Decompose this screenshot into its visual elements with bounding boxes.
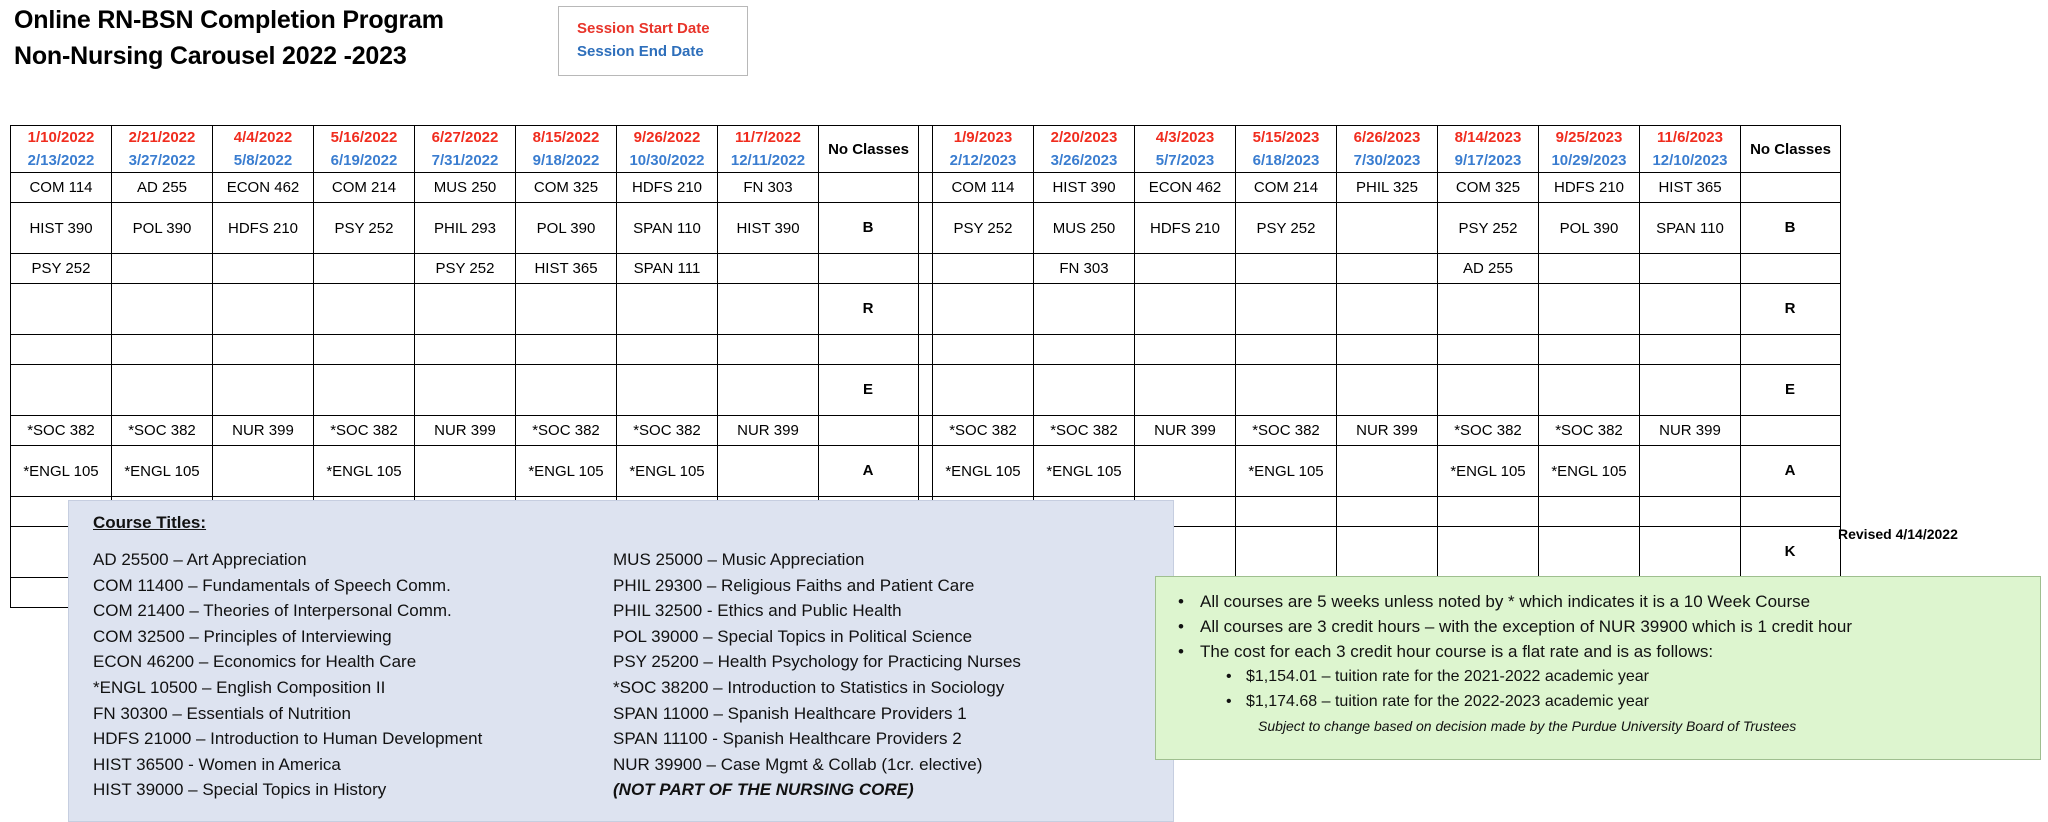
course-cell: PSY 252	[1236, 203, 1337, 254]
column-gap	[919, 254, 933, 284]
session-end-date: 3/26/2023	[1050, 152, 1118, 169]
bullet-icon: •	[1178, 617, 1184, 636]
empty-cell	[1337, 284, 1438, 335]
session-date-header	[1640, 126, 1741, 173]
note-text: All courses are 3 credit hours – with the exception of NUR 39900 which is 1 credit hour	[1200, 617, 1852, 636]
course-title-item: PHIL 32500 - Ethics and Public Health	[613, 601, 902, 621]
session-date-header	[112, 126, 213, 173]
table-row	[11, 203, 1841, 254]
course-cell: HDFS 210	[1539, 173, 1640, 203]
course-cell: HIST 390	[1034, 173, 1135, 203]
course-cell: COM 214	[314, 173, 415, 203]
empty-cell	[213, 335, 314, 365]
break-cell	[819, 335, 919, 365]
course-titles-right-column	[613, 547, 1173, 803]
note-sub-bullet	[1156, 664, 2040, 689]
course-cell: *ENGL 105	[1236, 446, 1337, 497]
session-start-date: 2/20/2023	[1050, 129, 1118, 146]
course-title-item: FN 30300 – Essentials of Nutrition	[93, 703, 351, 723]
course-cell: MUS 250	[1034, 203, 1135, 254]
course-cell: *ENGL 105	[933, 446, 1034, 497]
empty-cell	[1337, 497, 1438, 527]
empty-cell	[314, 254, 415, 284]
session-start-date: 11/6/2023	[1657, 129, 1723, 146]
bullet-icon: •	[1226, 668, 1232, 685]
session-end-date: 5/8/2022	[233, 152, 293, 169]
empty-cell	[1640, 254, 1741, 284]
empty-cell	[1438, 284, 1539, 335]
course-title-item: COM 11400 – Fundamentals of Speech Comm.	[93, 575, 451, 595]
empty-cell	[1640, 527, 1741, 578]
page-header	[14, 2, 634, 74]
session-end-date: 12/10/2023	[1652, 152, 1728, 169]
legend-session-start-label: Session Start Date	[577, 20, 710, 37]
course-title-item: POL 39000 – Special Topics in Political Science	[613, 626, 973, 646]
session-end-date: 9/17/2023	[1454, 152, 1522, 169]
empty-cell	[1236, 284, 1337, 335]
column-gap	[919, 335, 933, 365]
empty-cell	[1135, 284, 1236, 335]
break-letter-cell: A	[1741, 446, 1841, 497]
empty-cell	[1337, 527, 1438, 578]
course-cell: COM 114	[11, 173, 112, 203]
break-cell	[1741, 173, 1841, 203]
session-end-date: 6/19/2022	[330, 152, 398, 169]
course-title-item: COM 32500 – Principles of Interviewing	[93, 626, 392, 646]
note-text: The cost for each 3 credit hour course is a flat rate and is as follows:	[1200, 642, 1714, 661]
course-titles-heading: Course Titles:	[93, 513, 207, 532]
empty-cell	[11, 365, 112, 416]
course-title-item: ECON 46200 – Economics for Health Care	[93, 652, 417, 672]
session-date-header	[314, 126, 415, 173]
course-cell: *SOC 382	[1034, 416, 1135, 446]
course-cell: HIST 365	[1640, 173, 1741, 203]
table-row	[11, 416, 1841, 446]
bullet-icon: •	[1178, 642, 1184, 661]
course-cell: SPAN 111	[617, 254, 718, 284]
session-date-header	[1438, 126, 1539, 173]
session-date-header	[718, 126, 819, 173]
session-end-date: 12/11/2022	[730, 152, 806, 169]
session-end-date: 7/30/2023	[1353, 152, 1421, 169]
empty-cell	[1034, 284, 1135, 335]
empty-cell	[1438, 497, 1539, 527]
empty-cell	[1640, 446, 1741, 497]
course-cell: COM 325	[1438, 173, 1539, 203]
course-cell: COM 114	[933, 173, 1034, 203]
bullet-icon: •	[1178, 592, 1184, 611]
course-title-item: SPAN 11000 – Spanish Healthcare Providers 1	[613, 703, 967, 723]
session-start-date: 4/3/2023	[1155, 129, 1215, 146]
note-bullet	[1156, 639, 2040, 664]
empty-cell	[1438, 335, 1539, 365]
course-cell: HIST 390	[718, 203, 819, 254]
session-start-date: 8/15/2022	[532, 129, 600, 146]
session-date-header	[213, 126, 314, 173]
empty-cell	[1438, 527, 1539, 578]
break-cell	[1741, 335, 1841, 365]
empty-cell	[1539, 497, 1640, 527]
session-end-date: 7/31/2022	[431, 152, 499, 169]
empty-cell	[1034, 365, 1135, 416]
empty-cell	[1539, 527, 1640, 578]
nursing-core-footnote: (NOT PART OF THE NURSING CORE)	[613, 780, 914, 800]
course-cell: NUR 399	[718, 416, 819, 446]
legend-session-end-label: Session End Date	[577, 43, 704, 60]
session-end-date: 3/27/2022	[128, 152, 196, 169]
tuition-disclaimer: Subject to change based on decision made by the Purdue University Board of Trustees	[1258, 718, 1797, 734]
session-start-date: 1/9/2023	[953, 129, 1013, 146]
session-date-header	[933, 126, 1034, 173]
table-row	[11, 365, 1841, 416]
session-end-date: 10/30/2022	[629, 152, 705, 169]
empty-cell	[1337, 254, 1438, 284]
empty-cell	[516, 335, 617, 365]
course-cell: ECON 462	[1135, 173, 1236, 203]
empty-cell	[516, 284, 617, 335]
break-cell	[1741, 497, 1841, 527]
empty-cell	[1640, 365, 1741, 416]
column-gap	[919, 284, 933, 335]
course-cell: HIST 390	[11, 203, 112, 254]
empty-cell	[11, 335, 112, 365]
course-cell: SPAN 110	[1640, 203, 1741, 254]
empty-cell	[213, 254, 314, 284]
session-date-header	[1135, 126, 1236, 173]
break-letter-cell: R	[819, 284, 919, 335]
course-cell: *ENGL 105	[617, 446, 718, 497]
break-letter-cell: K	[1741, 527, 1841, 578]
empty-cell	[112, 254, 213, 284]
column-gap	[919, 446, 933, 497]
break-letter-cell: E	[819, 365, 919, 416]
course-cell: NUR 399	[1640, 416, 1741, 446]
course-cell: *ENGL 105	[516, 446, 617, 497]
empty-cell	[1337, 365, 1438, 416]
column-gap	[919, 203, 933, 254]
course-cell: *SOC 382	[314, 416, 415, 446]
course-cell: *ENGL 105	[1539, 446, 1640, 497]
session-date-header	[1236, 126, 1337, 173]
session-start-date: 5/16/2022	[330, 129, 398, 146]
session-date-header	[1539, 126, 1640, 173]
break-cell	[819, 254, 919, 284]
empty-cell	[314, 365, 415, 416]
column-gap	[919, 416, 933, 446]
course-titles-panel	[68, 500, 1174, 822]
table-row	[11, 173, 1841, 203]
course-cell: *ENGL 105	[1438, 446, 1539, 497]
empty-cell	[1539, 335, 1640, 365]
empty-cell	[415, 284, 516, 335]
empty-cell	[1337, 335, 1438, 365]
note-bullet	[1156, 614, 2040, 639]
table-row	[11, 446, 1841, 497]
course-cell: AD 255	[112, 173, 213, 203]
empty-cell	[1135, 254, 1236, 284]
course-cell: *SOC 382	[1539, 416, 1640, 446]
empty-cell	[1236, 365, 1337, 416]
course-title-item: HIST 39000 – Special Topics in History	[93, 780, 387, 800]
session-date-header	[1337, 126, 1438, 173]
empty-cell	[1539, 284, 1640, 335]
course-cell: HIST 365	[516, 254, 617, 284]
session-end-date: 9/18/2022	[532, 152, 600, 169]
session-end-date: 6/18/2023	[1252, 152, 1320, 169]
break-cell	[1741, 254, 1841, 284]
course-title-item: MUS 25000 – Music Appreciation	[613, 550, 865, 569]
course-cell: POL 390	[1539, 203, 1640, 254]
session-start-date: 4/4/2022	[233, 129, 293, 146]
break-cell	[819, 173, 919, 203]
course-cell: *ENGL 105	[11, 446, 112, 497]
column-gap	[919, 173, 933, 203]
empty-cell	[718, 284, 819, 335]
empty-cell	[1337, 446, 1438, 497]
course-cell: HDFS 210	[1135, 203, 1236, 254]
empty-cell	[112, 335, 213, 365]
session-date-legend	[558, 6, 748, 76]
course-title-item: AD 25500 – Art Appreciation	[93, 550, 307, 569]
course-cell: *SOC 382	[516, 416, 617, 446]
empty-cell	[718, 335, 819, 365]
empty-cell	[1539, 254, 1640, 284]
break-letter-cell: E	[1741, 365, 1841, 416]
empty-cell	[415, 446, 516, 497]
bullet-icon: •	[1226, 693, 1232, 710]
session-end-date: 2/12/2023	[949, 152, 1017, 169]
empty-cell	[314, 335, 415, 365]
empty-cell	[213, 446, 314, 497]
course-title-item: PSY 25200 – Health Psychology for Practicing Nurses	[613, 652, 1021, 672]
empty-cell	[314, 284, 415, 335]
course-title-item: NUR 39900 – Case Mgmt & Collab (1cr. elective)	[613, 754, 983, 774]
session-start-date: 9/26/2022	[633, 129, 701, 146]
empty-cell	[1135, 446, 1236, 497]
empty-cell	[213, 365, 314, 416]
break-cell	[1741, 416, 1841, 446]
note-sub-bullet	[1156, 689, 2040, 714]
empty-cell	[1135, 365, 1236, 416]
session-start-date: 8/14/2023	[1454, 129, 1522, 146]
empty-cell	[617, 284, 718, 335]
empty-cell	[112, 284, 213, 335]
empty-cell	[1640, 284, 1741, 335]
program-notes-panel	[1155, 576, 2041, 760]
course-cell: PHIL 293	[415, 203, 516, 254]
tuition-rate-text: $1,174.68 – tuition rate for the 2022-2023 academic year	[1246, 693, 1649, 710]
course-cell: NUR 399	[415, 416, 516, 446]
session-end-date: 5/7/2023	[1155, 152, 1215, 169]
empty-cell	[1640, 497, 1741, 527]
course-cell: *SOC 382	[933, 416, 1034, 446]
break-letter-cell: A	[819, 446, 919, 497]
column-gap	[919, 365, 933, 416]
break-letter-cell: B	[1741, 203, 1841, 254]
course-cell: POL 390	[516, 203, 617, 254]
course-cell: COM 214	[1236, 173, 1337, 203]
empty-cell	[11, 284, 112, 335]
session-date-header	[617, 126, 718, 173]
course-cell: PSY 252	[933, 203, 1034, 254]
empty-cell	[1438, 365, 1539, 416]
course-title-item: *ENGL 10500 – English Composition II	[93, 677, 386, 697]
course-cell: *SOC 382	[1236, 416, 1337, 446]
empty-cell	[1337, 203, 1438, 254]
course-cell: COM 325	[516, 173, 617, 203]
empty-cell	[1034, 335, 1135, 365]
course-title-item: COM 21400 – Theories of Interpersonal Comm.	[93, 601, 452, 621]
course-cell: *ENGL 105	[1034, 446, 1135, 497]
course-cell: ECON 462	[213, 173, 314, 203]
session-start-date: 1/10/2022	[27, 129, 95, 146]
empty-cell	[718, 254, 819, 284]
empty-cell	[415, 365, 516, 416]
course-cell: *SOC 382	[112, 416, 213, 446]
course-cell: *SOC 382	[11, 416, 112, 446]
empty-cell	[933, 335, 1034, 365]
session-end-date: 10/29/2023	[1551, 152, 1627, 169]
empty-cell	[213, 284, 314, 335]
course-cell: MUS 250	[415, 173, 516, 203]
course-cell: SPAN 110	[617, 203, 718, 254]
course-cell: HDFS 210	[617, 173, 718, 203]
note-bullet	[1156, 589, 2040, 614]
empty-cell	[718, 365, 819, 416]
empty-cell	[1236, 254, 1337, 284]
empty-cell	[933, 284, 1034, 335]
course-cell: NUR 399	[213, 416, 314, 446]
course-title-item: PHIL 29300 – Religious Faiths and Patient Care	[613, 575, 975, 595]
course-cell: HDFS 210	[213, 203, 314, 254]
course-cell: AD 255	[1438, 254, 1539, 284]
session-start-date: 9/25/2023	[1555, 129, 1623, 146]
column-gap	[919, 126, 933, 173]
course-title-item: *SOC 38200 – Introduction to Statistics in Sociology	[613, 677, 1005, 697]
course-cell: FN 303	[718, 173, 819, 203]
table-row	[11, 284, 1841, 335]
empty-cell	[1236, 497, 1337, 527]
no-classes-header: No Classes	[819, 126, 919, 173]
course-cell: NUR 399	[1337, 416, 1438, 446]
table-row	[11, 126, 1841, 173]
break-letter-cell: B	[819, 203, 919, 254]
empty-cell	[1539, 365, 1640, 416]
empty-cell	[1236, 527, 1337, 578]
empty-cell	[933, 365, 1034, 416]
course-title-item: HIST 36500 - Women in America	[93, 754, 341, 774]
page-title-line-1: Online RN-BSN Completion Program	[14, 6, 444, 34]
session-start-date: 5/15/2023	[1252, 129, 1320, 146]
course-cell: PSY 252	[11, 254, 112, 284]
empty-cell	[1640, 335, 1741, 365]
session-date-header	[516, 126, 617, 173]
course-cell: *SOC 382	[1438, 416, 1539, 446]
empty-cell	[1236, 335, 1337, 365]
session-date-header	[11, 126, 112, 173]
tuition-rate-text: $1,154.01 – tuition rate for the 2021-2022 academic year	[1246, 668, 1649, 685]
session-start-date: 11/7/2022	[735, 129, 801, 146]
empty-cell	[718, 446, 819, 497]
table-row	[11, 335, 1841, 365]
course-cell: NUR 399	[1135, 416, 1236, 446]
empty-cell	[415, 335, 516, 365]
session-start-date: 6/26/2023	[1353, 129, 1421, 146]
course-cell: PHIL 325	[1337, 173, 1438, 203]
page-title-line-2: Non-Nursing Carousel 2022 -2023	[14, 42, 407, 70]
break-letter-cell: R	[1741, 284, 1841, 335]
course-cell: PSY 252	[314, 203, 415, 254]
course-title-item: SPAN 11100 - Spanish Healthcare Providers 2	[613, 729, 962, 749]
session-end-date: 2/13/2022	[27, 152, 95, 169]
course-title-item: HDFS 21000 – Introduction to Human Development	[93, 729, 483, 749]
table-row	[11, 254, 1841, 284]
course-cell: FN 303	[1034, 254, 1135, 284]
empty-cell	[1135, 335, 1236, 365]
empty-cell	[617, 365, 718, 416]
course-cell: *SOC 382	[617, 416, 718, 446]
course-cell: *ENGL 105	[314, 446, 415, 497]
no-classes-header: No Classes	[1741, 126, 1841, 173]
course-cell: PSY 252	[1438, 203, 1539, 254]
empty-cell	[933, 254, 1034, 284]
session-start-date: 6/27/2022	[431, 129, 499, 146]
empty-cell	[617, 335, 718, 365]
empty-cell	[112, 365, 213, 416]
revised-date: Revised 4/14/2022	[1838, 526, 1958, 542]
session-date-header	[1034, 126, 1135, 173]
note-text: All courses are 5 weeks unless noted by * which indicates it is a 10 Week Course	[1200, 592, 1811, 611]
session-start-date: 2/21/2022	[128, 129, 196, 146]
course-cell: PSY 252	[415, 254, 516, 284]
course-cell: POL 390	[112, 203, 213, 254]
course-titles-left-column	[93, 547, 613, 803]
empty-cell	[516, 365, 617, 416]
course-cell: *ENGL 105	[112, 446, 213, 497]
session-date-header	[415, 126, 516, 173]
break-cell	[819, 416, 919, 446]
